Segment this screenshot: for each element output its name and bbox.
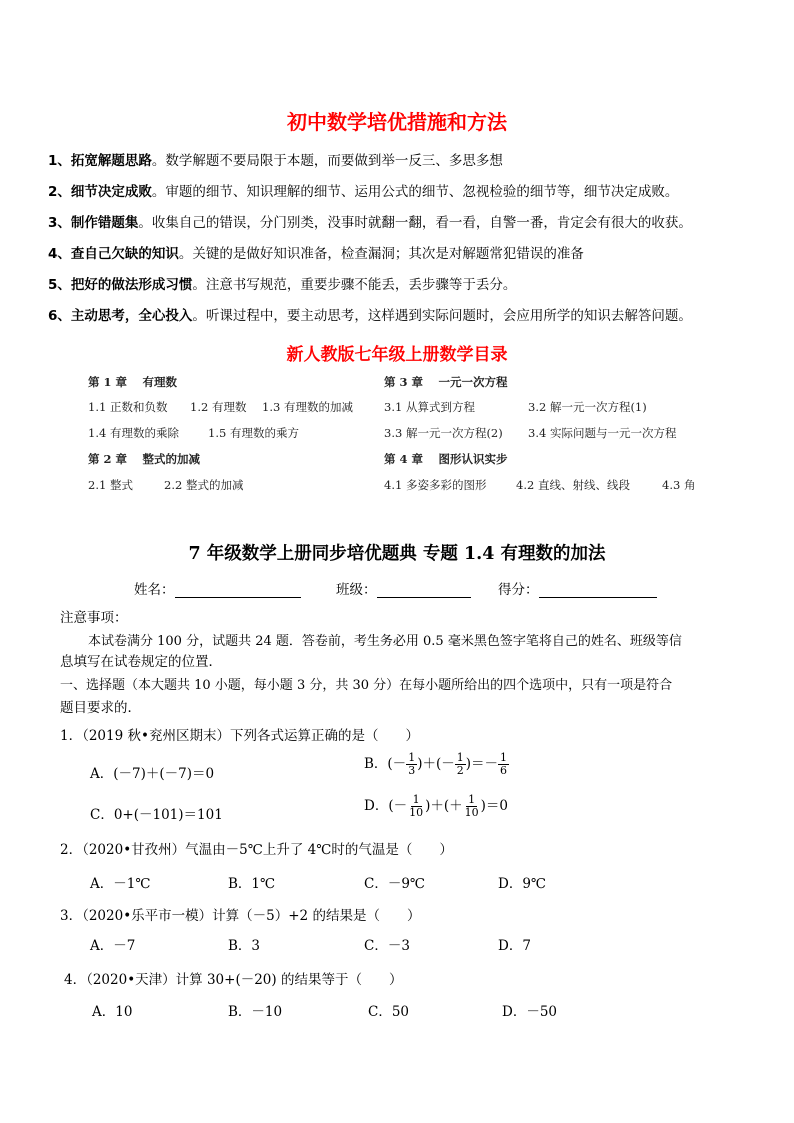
notice-title: 注意事项： <box>60 610 128 626</box>
toc-chapter-1: 第 1 章 有理数 <box>88 375 178 389</box>
toc-item: 4.2 直线、射线、线段 <box>516 478 630 492</box>
name-field[interactable]: 姓名： <box>134 578 301 598</box>
tip-4: 4、查自己欠缺的知识。关键的是做好知识准备，检查漏洞；其次是对解题常犯错误的准备 <box>48 246 584 262</box>
class-field[interactable]: 班级： <box>336 578 471 598</box>
tip-3: 3、制作错题集。收集自己的错误，分门别类，没事时就翻一翻，看一看，自警一番，肯定会有很大的收获。 <box>48 215 692 231</box>
toc-title: 新人教版七年级上册数学目录 <box>286 345 508 365</box>
tip-6: 6、主动思考，全心投入。听课过程中，要主动思考，这样遇到实际问题时，会应用所学的知识去解答问题。 <box>48 308 692 324</box>
q2-option-a[interactable]: A．－1℃ <box>90 876 151 892</box>
toc-item: 3.4 实际问题与一元一次方程 <box>528 426 677 440</box>
q1-option-b[interactable]: B．(－ $\frac{1}{3}$ )＋(－ $\frac{1}{2}$ )＝－ $\frac{1}{6}$ <box>364 751 508 778</box>
toc-item: 1.2 有理数 <box>190 400 247 414</box>
notice-text: 息填写在试卷规定的位置． <box>60 654 222 670</box>
toc-item: 1.1 正数和负数 <box>88 400 168 414</box>
question-3-stem: 3．（2020•乐平市一模）计算（－5）+2 的结果是（ ） <box>60 908 421 924</box>
toc-item: 3.3 解一元一次方程(2) <box>384 426 503 440</box>
q3-option-b[interactable]: B．3 <box>228 938 261 954</box>
toc-item: 4.3 角 <box>662 478 696 492</box>
tip-1: 1、拓宽解题思路。数学解题不要局限于本题，而要做到举一反三、多思多想 <box>48 153 503 169</box>
toc-item: 2.1 整式 <box>88 478 133 492</box>
q2-option-c[interactable]: C．－9℃ <box>364 876 426 892</box>
q4-option-d[interactable]: D．－50 <box>502 1004 558 1020</box>
q4-option-a[interactable]: A．10 <box>92 1004 133 1020</box>
tip-2: 2、细节决定成败。审题的细节、知识理解的细节、运用公式的细节、忽视检验的细节等，细节决定成败。 <box>48 184 679 200</box>
section-heading: 题目要求的． <box>60 700 141 716</box>
q3-option-c[interactable]: C．－3 <box>364 938 410 954</box>
score-field[interactable]: 得分： <box>498 578 657 598</box>
toc-item: 1.5 有理数的乘方 <box>208 426 299 440</box>
q2-option-b[interactable]: B．1℃ <box>228 876 276 892</box>
toc-chapter-3: 第 3 章 一元一次方程 <box>384 375 508 389</box>
toc-item: 1.4 有理数的乘除 <box>88 426 179 440</box>
toc-chapter-4: 第 4 章 图形认识实步 <box>384 452 508 466</box>
q1-option-d[interactable]: D．(－ $\frac{1}{10}$ )＋(＋ $\frac{1}{10}$ )＝0 <box>364 793 508 820</box>
q4-option-b[interactable]: B．－10 <box>228 1004 283 1020</box>
question-1-stem: 1．（2019 秋•兖州区期末）下列各式运算正确的是（ ） <box>60 728 419 744</box>
q3-option-d[interactable]: D．7 <box>498 938 531 954</box>
toc-item: 1.3 有理数的加减 <box>262 400 353 414</box>
toc-item: 4.1 多姿多彩的图形 <box>384 478 487 492</box>
question-2-stem: 2．（2020•甘孜州）气温由－5℃上升了 4℃时的气温是（ ） <box>60 842 453 858</box>
q3-option-a[interactable]: A．－7 <box>90 938 136 954</box>
page-title: 初中数学培优措施和方法 <box>287 110 507 134</box>
toc-item: 2.2 整式的加减 <box>164 478 244 492</box>
q1-option-a[interactable]: A．(－7)＋(－7)＝0 <box>90 766 215 782</box>
notice-text: 本试卷满分 100 分，试题共 24 题．答卷前，考生务必用 0.5 毫米黑色签字笔将自己的姓名、班级等信 <box>88 634 682 649</box>
toc-chapter-2: 第 2 章 整式的加减 <box>88 452 201 466</box>
q1-option-c[interactable]: C．0+(－101)＝101 <box>90 807 223 823</box>
q4-option-c[interactable]: C．50 <box>368 1004 410 1020</box>
question-4-stem: 4．（2020•天津）计算 30+(－20) 的结果等于（ ） <box>64 972 403 988</box>
tip-5: 5、把好的做法形成习惯。注意书写规范，重要步骤不能丢，丢步骤等于丢分。 <box>48 277 517 293</box>
section-heading: 一、选择题（本大题共 10 小题，每小题 3 分，共 30 分）在每小题所给出的四个选项中，只有一项是符合 <box>60 678 673 693</box>
q2-option-d[interactable]: D．9℃ <box>498 876 547 892</box>
toc-item: 3.1 从算式到方程 <box>384 400 475 414</box>
toc-item: 3.2 解一元一次方程(1) <box>528 400 647 414</box>
exam-title: 7 年级数学上册同步培优题典 专题 1.4 有理数的加法 <box>188 544 606 564</box>
